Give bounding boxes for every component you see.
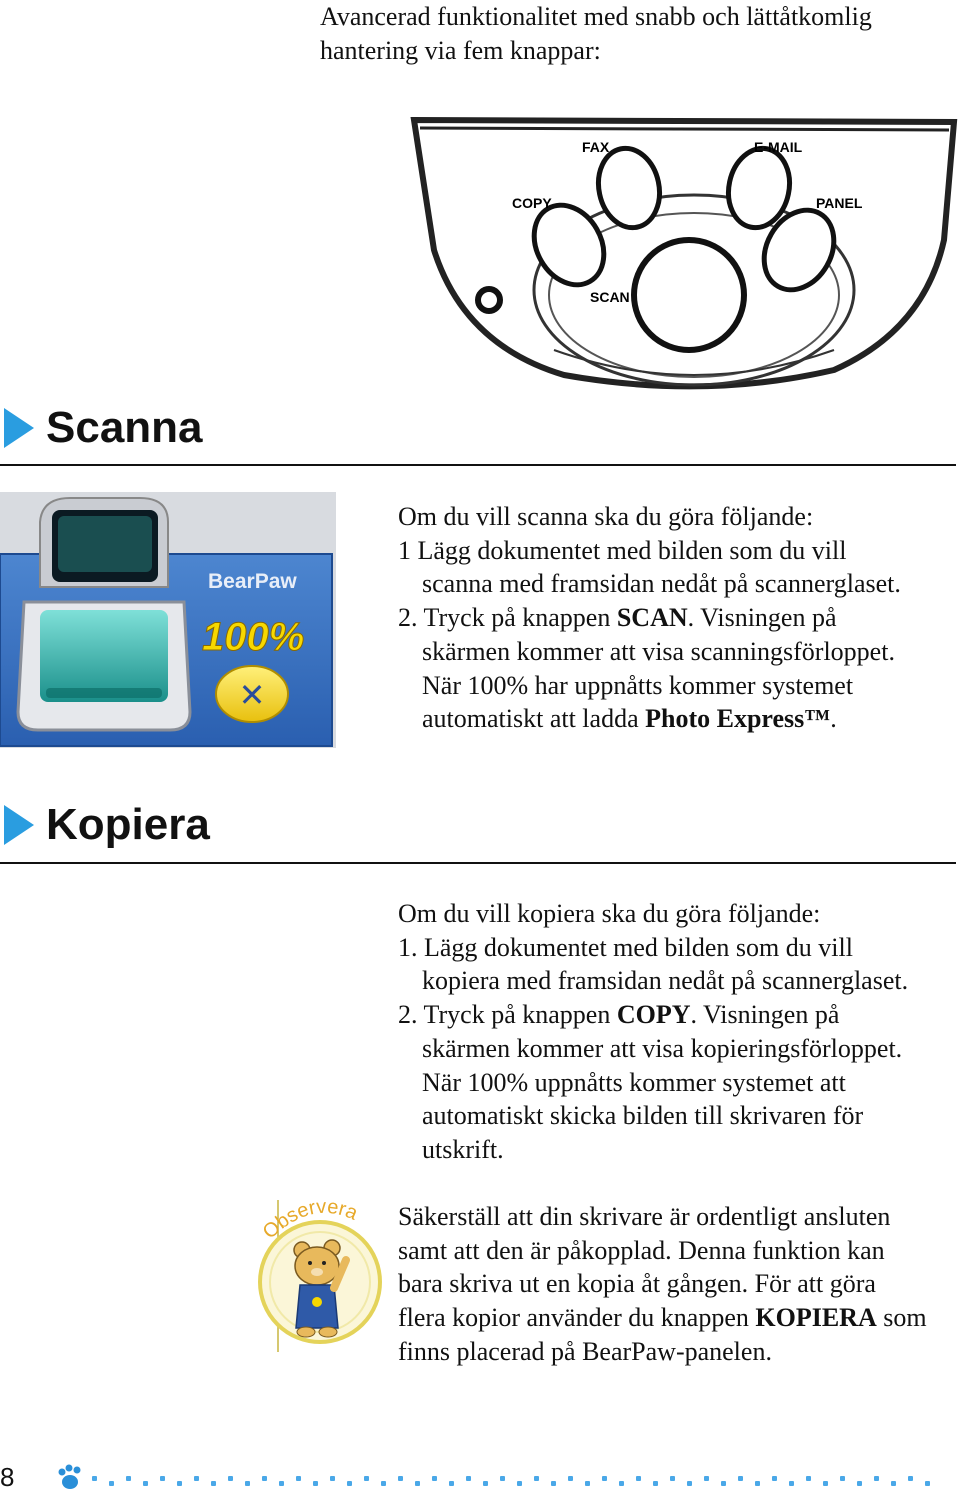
footer-dot — [245, 1481, 250, 1486]
section-heading-scanna — [0, 400, 960, 470]
panel-label: PANEL — [816, 195, 863, 211]
footer-dot — [636, 1476, 641, 1481]
footer-dot — [177, 1481, 182, 1486]
footer-dot — [755, 1481, 760, 1486]
paw-print-icon — [59, 1465, 81, 1490]
kopiera-keyword: KOPIERA — [755, 1303, 877, 1333]
footer-dot — [585, 1481, 590, 1486]
footer-dot — [738, 1476, 743, 1481]
footer-dot — [415, 1481, 420, 1486]
footer-dot — [92, 1476, 97, 1481]
footer-dot — [925, 1481, 930, 1486]
footer-dot — [483, 1481, 488, 1486]
paw-dots-decoration — [58, 1462, 938, 1492]
footer-dot — [194, 1476, 199, 1481]
text-run: 2. Tryck på knappen — [398, 1000, 617, 1030]
scanner-button-panel — [404, 100, 960, 400]
footer-dot — [160, 1476, 165, 1481]
observera-label-path: Observera — [258, 1195, 361, 1244]
cancel-button[interactable] — [216, 666, 288, 722]
step-2-cont: automatiskt skicka bilden till skrivaren för — [422, 1101, 864, 1131]
footer-dot — [381, 1481, 386, 1486]
footer-dot — [398, 1476, 403, 1481]
scan-progress-screenshot — [0, 492, 336, 748]
text-run: 2. Tryck på knappen — [398, 603, 617, 633]
footer-dot — [347, 1481, 352, 1486]
footer-dot — [857, 1481, 862, 1486]
step-2-cont: När 100% uppnåtts kommer systemet att — [422, 1067, 846, 1097]
scanner-device-icon — [18, 498, 190, 730]
copy-label: COPY — [512, 195, 552, 211]
footer-dot — [704, 1476, 709, 1481]
kopiera-instructions — [398, 897, 958, 1167]
section-title: Scanna — [46, 403, 203, 452]
footer-dot — [500, 1476, 505, 1481]
footer-dot — [568, 1476, 573, 1481]
footer-dot — [262, 1476, 267, 1481]
photo-express-keyword: Photo Express™ — [645, 704, 831, 734]
fax-label: FAX — [582, 139, 610, 155]
footer-dot — [279, 1481, 284, 1486]
footer-dot — [891, 1481, 896, 1486]
note-line: bara skriva ut en kopia åt gången. För att göra — [398, 1269, 876, 1299]
footer-dot — [517, 1481, 522, 1486]
note-line: samt att den är påkopplad. Denna funktion kan — [398, 1235, 885, 1265]
footer-dot — [908, 1476, 913, 1481]
footer-dot — [772, 1476, 777, 1481]
footer-dot — [874, 1476, 879, 1481]
footer-dot — [670, 1476, 675, 1481]
step-2-cont: skärmen kommer att visa scanningsförloppet. — [422, 636, 895, 666]
dot-row — [92, 1476, 930, 1486]
step-1-cont: scanna med framsidan nedåt på scannerglaset. — [422, 569, 901, 599]
footer-dot — [449, 1481, 454, 1486]
text-run: automatiskt att ladda — [422, 704, 646, 734]
footer-dot — [466, 1476, 471, 1481]
step-2 — [398, 601, 958, 635]
footer-dot — [806, 1476, 811, 1481]
section-divider — [0, 862, 956, 864]
step-2-cont: skärmen kommer att visa kopieringsförloppet. — [422, 1033, 903, 1063]
footer-dot — [687, 1481, 692, 1486]
note-line: finns placerad på BearPaw-panelen. — [398, 1336, 772, 1366]
note-line: Säkerställ att din skrivare är ordentligt ansluten — [398, 1202, 891, 1231]
email-label: E-MAIL — [754, 139, 803, 155]
footer-dot — [330, 1476, 335, 1481]
text-run: flera kopior använder du knappen — [398, 1303, 756, 1333]
note-line — [398, 1301, 958, 1335]
footer-dot — [721, 1481, 726, 1486]
step-1: 1 Lägg dokumentet med bilden som du vill — [398, 535, 847, 565]
footer-dot — [296, 1476, 301, 1481]
brand-label: BearPaw — [208, 570, 297, 593]
step-2-cont: utskrift. — [422, 1134, 504, 1164]
section-title: Kopiera — [46, 800, 210, 849]
observera-note-text — [398, 1200, 958, 1369]
footer-dot — [126, 1476, 131, 1481]
progress-percent: 100% — [202, 615, 305, 659]
footer-dot — [211, 1481, 216, 1486]
close-icon: ✕ — [238, 676, 266, 714]
instruction-intro: Om du vill kopiera ska du göra följande: — [398, 899, 821, 928]
footer-dot — [228, 1476, 233, 1481]
scan-keyword: SCAN — [616, 603, 688, 633]
intro-line: hantering via fem knappar: — [320, 36, 601, 65]
step-1: 1. Lägg dokumentet med bilden som du vill — [398, 932, 853, 962]
footer-dot — [619, 1481, 624, 1486]
text-run: . — [830, 704, 837, 734]
triangle-bullet-icon — [4, 805, 34, 845]
footer-dot — [143, 1481, 148, 1486]
footer-dot — [534, 1476, 539, 1481]
intro-line: Avancerad funktionalitet med snabb och lättåtkomlig — [320, 2, 872, 31]
scan-label: SCAN — [590, 289, 630, 305]
footer-dot — [789, 1481, 794, 1486]
step-2-cont — [398, 702, 958, 736]
footer-dot — [313, 1481, 318, 1486]
footer-dot — [432, 1476, 437, 1481]
footer-dot — [602, 1476, 607, 1481]
triangle-bullet-icon — [4, 408, 34, 448]
footer-dot — [840, 1476, 845, 1481]
instruction-intro: Om du vill scanna ska du göra följande: — [398, 502, 814, 531]
footer-dot — [551, 1481, 556, 1486]
copy-keyword: COPY — [616, 1000, 691, 1030]
section-divider — [0, 464, 956, 466]
page-number: 8 — [0, 1462, 15, 1492]
step-2 — [398, 998, 958, 1032]
step-2-cont: När 100% har uppnåtts kommer systemet — [422, 670, 854, 700]
text-run: . Visningen på — [687, 603, 837, 633]
footer-dot — [109, 1481, 114, 1486]
text-run: . Visningen på — [690, 1000, 840, 1030]
section-heading-kopiera — [0, 797, 960, 867]
footer-dot — [823, 1481, 828, 1486]
intro-text — [320, 0, 950, 68]
scanna-instructions — [398, 500, 958, 736]
text-run: som — [876, 1303, 927, 1333]
footer-dot — [364, 1476, 369, 1481]
observera-bear-badge — [250, 1190, 390, 1360]
footer-dot — [653, 1481, 658, 1486]
step-1-cont: kopiera med framsidan nedåt på scannerglaset. — [422, 966, 909, 996]
scan-button — [634, 240, 744, 350]
